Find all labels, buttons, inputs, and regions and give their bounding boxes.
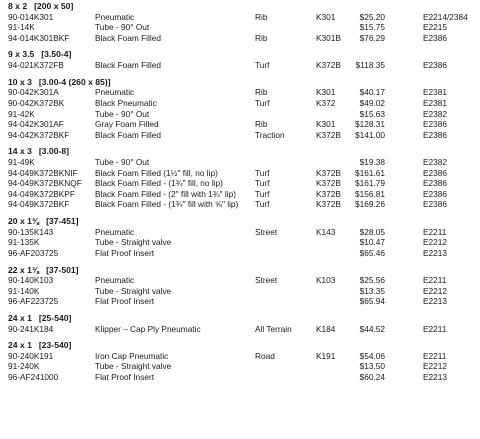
tire-size: 8 x 2 bbox=[8, 1, 28, 11]
table-row bbox=[0, 178, 480, 189]
cell-tread: Traction bbox=[255, 129, 285, 140]
cell-ref: E2386 bbox=[423, 119, 447, 130]
size-heading bbox=[0, 216, 480, 227]
tire-size: 20 x 1⅜ bbox=[8, 216, 40, 227]
tire-dimension: [23-540] bbox=[38, 340, 72, 351]
table-row bbox=[0, 199, 480, 210]
size-group bbox=[0, 146, 480, 210]
cell-part: 94-049K372BKF bbox=[8, 199, 70, 210]
tire-size: 24 x 1 bbox=[8, 340, 32, 351]
size-group bbox=[0, 49, 480, 70]
cell-part: 96-AF203725 bbox=[8, 247, 59, 258]
cell-ref: E2215 bbox=[423, 22, 447, 33]
cell-part: 90-042K372BK bbox=[8, 97, 65, 108]
cell-tread: Rib bbox=[255, 87, 268, 98]
cell-part: 91-140K bbox=[8, 285, 40, 296]
cell-ref: E2214/2384 bbox=[423, 11, 468, 22]
table-row bbox=[0, 87, 480, 98]
cell-ref: E2386 bbox=[423, 178, 447, 189]
cell-desc: Flat Proof Insert bbox=[95, 372, 155, 383]
cell-ref: E2211 bbox=[423, 350, 447, 361]
cell-desc: Flat Proof Insert bbox=[95, 247, 155, 258]
table-row bbox=[0, 157, 480, 168]
tire-dimension: [3.50-4] bbox=[41, 49, 72, 60]
cell-desc: Black Pneumatic bbox=[95, 97, 157, 108]
cell-tread: Turf bbox=[255, 167, 270, 178]
cell-desc: Gray Foam Filled bbox=[95, 119, 159, 130]
cell-ref: E2212 bbox=[423, 285, 447, 296]
tire-size: 10 x 3 bbox=[8, 76, 32, 87]
cell-ref: E2382 bbox=[423, 108, 447, 119]
cell-code: K372B bbox=[316, 199, 341, 210]
table-row bbox=[0, 361, 480, 372]
size-heading bbox=[0, 265, 480, 276]
cell-part: 90-042K301A bbox=[8, 87, 59, 98]
cell-price: $161.61 bbox=[355, 167, 385, 178]
cell-price: $156.81 bbox=[355, 188, 385, 199]
cell-price: $65.46 bbox=[359, 247, 385, 258]
cell-desc: Black Foam Filled bbox=[95, 129, 161, 140]
cell-ref: E2381 bbox=[423, 97, 447, 108]
cell-desc: Tube - Straight valve bbox=[95, 285, 172, 296]
tire-dimension: [25-540] bbox=[38, 313, 72, 323]
cell-code: K372B bbox=[316, 188, 341, 199]
cell-ref: E2386 bbox=[423, 199, 447, 210]
cell-price: $28.05 bbox=[359, 226, 385, 237]
cell-part: 90-140K103 bbox=[8, 275, 54, 286]
cell-part: 91-14K bbox=[8, 22, 35, 33]
cell-price: $10.47 bbox=[359, 237, 385, 248]
cell-price: $15.63 bbox=[359, 108, 385, 119]
cell-ref: E2212 bbox=[423, 361, 447, 372]
cell-desc: Pneumatic bbox=[95, 11, 135, 22]
cell-ref: E2212 bbox=[423, 237, 447, 248]
cell-price: $128.31 bbox=[355, 119, 385, 130]
cell-ref: E2211 bbox=[423, 275, 447, 286]
table-row bbox=[0, 351, 480, 362]
cell-code: K301 bbox=[316, 87, 336, 98]
cell-ref: E2386 bbox=[423, 167, 447, 178]
table-row bbox=[0, 119, 480, 130]
cell-price: $141.00 bbox=[355, 129, 385, 140]
cell-part: 94-042K301AF bbox=[8, 119, 64, 130]
cell-price: $25.20 bbox=[359, 11, 385, 22]
table-row bbox=[0, 227, 480, 238]
cell-desc: Tube - 90° Out bbox=[95, 22, 150, 33]
cell-desc: Black Foam Filled - (1¾" fill, no lip) bbox=[95, 178, 223, 189]
cell-part: 94-042K372BKF bbox=[8, 129, 70, 140]
table-row bbox=[0, 189, 480, 200]
cell-tread: Road bbox=[255, 350, 275, 361]
table-row bbox=[0, 275, 480, 286]
table-row bbox=[0, 296, 480, 307]
cell-desc: Flat Proof Insert bbox=[95, 296, 155, 307]
cell-price: $44.52 bbox=[359, 323, 385, 334]
cell-tread: Street bbox=[255, 275, 278, 286]
tire-dimension: [3.00-4 (260 x 85)] bbox=[38, 76, 111, 87]
cell-price: $49.02 bbox=[359, 97, 385, 108]
cell-tread: All Terrain bbox=[255, 323, 292, 334]
cell-desc: Pneumatic bbox=[95, 226, 135, 237]
cell-ref: E2211 bbox=[423, 323, 447, 334]
cell-code: K143 bbox=[316, 226, 336, 237]
cell-price: $169.26 bbox=[355, 199, 385, 210]
cell-desc: Tube - Straight valve bbox=[95, 361, 172, 372]
size-heading bbox=[0, 77, 480, 88]
cell-code: K191 bbox=[316, 350, 336, 361]
cell-part: 94-049K372BKNIF bbox=[8, 167, 78, 178]
cell-part: 90-241K184 bbox=[8, 323, 54, 334]
cell-desc: Pneumatic bbox=[95, 87, 135, 98]
table-row bbox=[0, 22, 480, 33]
cell-price: $118.35 bbox=[355, 60, 385, 71]
cell-desc: Iron Cap Pneumatic bbox=[95, 350, 169, 361]
cell-price: $54.06 bbox=[359, 350, 385, 361]
table-row bbox=[0, 98, 480, 109]
cell-desc: Black Foam Filled (1½" fill, no lip) bbox=[95, 167, 218, 178]
cell-part: 94-049K372BKNQF bbox=[8, 178, 82, 189]
cell-price: $19.38 bbox=[359, 157, 385, 167]
cell-code: K184 bbox=[316, 323, 336, 334]
tire-size: 22 x 1⅜ bbox=[8, 264, 40, 275]
cell-price: $13.50 bbox=[359, 361, 385, 372]
tire-dimension: [37-501] bbox=[46, 264, 79, 275]
cell-price: $161.79 bbox=[355, 178, 385, 189]
cell-desc: Tube - 90° Out bbox=[95, 157, 150, 167]
size-heading bbox=[0, 146, 480, 157]
cell-part: 96-AF241000 bbox=[8, 372, 59, 383]
cell-part: 96-AF223725 bbox=[8, 296, 59, 307]
size-heading bbox=[0, 1, 480, 12]
table-row bbox=[0, 237, 480, 248]
cell-part: 94-049K372BKPF bbox=[8, 188, 75, 199]
cell-code: K372B bbox=[316, 129, 341, 140]
cell-ref: E2213 bbox=[423, 296, 447, 307]
table-row bbox=[0, 109, 480, 120]
cell-desc: Pneumatic bbox=[95, 275, 135, 286]
size-group bbox=[0, 1, 480, 43]
cell-tread: Rib bbox=[255, 119, 268, 130]
cell-part: 90-135K143 bbox=[8, 226, 54, 237]
table-row bbox=[0, 168, 480, 179]
cell-ref: E2382 bbox=[423, 157, 447, 167]
cell-ref: E2386 bbox=[423, 129, 447, 140]
size-group bbox=[0, 77, 480, 141]
cell-code: K372B bbox=[316, 178, 341, 189]
cell-price: $40.17 bbox=[359, 87, 385, 98]
cell-part: 91-135K bbox=[8, 237, 40, 248]
cell-price: $13.35 bbox=[359, 285, 385, 296]
table-row bbox=[0, 372, 480, 383]
tire-size: 14 x 3 bbox=[8, 146, 32, 157]
cell-desc: Black Foam Filled bbox=[95, 32, 161, 43]
cell-price: $15.75 bbox=[359, 22, 385, 33]
cell-tread: Street bbox=[255, 226, 278, 237]
cell-part: 91-240K bbox=[8, 361, 40, 372]
cell-part: 94-021K372FB bbox=[8, 60, 64, 71]
cell-part: 91-49K bbox=[8, 157, 35, 167]
cell-code: K301 bbox=[316, 11, 336, 22]
cell-price: $76.29 bbox=[359, 32, 385, 43]
table-row bbox=[0, 130, 480, 141]
cell-ref: E2211 bbox=[423, 226, 447, 237]
cell-price: $60.24 bbox=[359, 372, 385, 383]
table-row bbox=[0, 324, 480, 335]
cell-code: K372B bbox=[316, 167, 341, 178]
size-group bbox=[0, 313, 480, 334]
table-row bbox=[0, 60, 480, 71]
table-row bbox=[0, 33, 480, 44]
cell-ref: E2386 bbox=[423, 32, 447, 43]
table-row bbox=[0, 12, 480, 23]
cell-desc: Black Foam Filled - (1¾" fill with ⅝" lip) bbox=[95, 199, 239, 210]
cell-desc: Black Foam Filled bbox=[95, 60, 161, 71]
cell-price: $25.56 bbox=[359, 275, 385, 286]
cell-tread: Turf bbox=[255, 188, 270, 199]
cell-ref: E2213 bbox=[423, 372, 447, 383]
tire-size: 24 x 1 bbox=[8, 313, 32, 323]
table-row bbox=[0, 248, 480, 259]
tire-size: 9 x 3.5 bbox=[8, 49, 35, 60]
cell-tread: Turf bbox=[255, 178, 270, 189]
size-heading bbox=[0, 340, 480, 351]
size-group bbox=[0, 265, 480, 307]
size-heading bbox=[0, 313, 480, 324]
cell-tread: Turf bbox=[255, 60, 270, 71]
cell-code: K301 bbox=[316, 119, 336, 130]
cell-part: 90-014K301 bbox=[8, 11, 54, 22]
tire-dimension: [200 x 50] bbox=[34, 1, 74, 11]
cell-tread: Turf bbox=[255, 97, 270, 108]
size-heading bbox=[0, 49, 480, 60]
cell-code: K372 bbox=[316, 97, 336, 108]
cell-price: $65.94 bbox=[359, 296, 385, 307]
cell-tread: Rib bbox=[255, 11, 268, 22]
tire-dimension: [3.00-8] bbox=[38, 146, 69, 157]
cell-code: K372B bbox=[316, 60, 341, 71]
cell-part: 91-42K bbox=[8, 108, 35, 119]
cell-part: 94-014K301BKF bbox=[8, 32, 70, 43]
cell-ref: E2381 bbox=[423, 87, 447, 98]
tire-dimension: [37-451] bbox=[46, 216, 79, 227]
size-group bbox=[0, 340, 480, 382]
cell-desc: Black Foam Filled - (2" fill with 1¾" lip) bbox=[95, 188, 236, 199]
cell-part: 90-240K191 bbox=[8, 350, 54, 361]
cell-code: K301B bbox=[316, 32, 341, 43]
cell-ref: E2386 bbox=[423, 60, 447, 71]
cell-desc: Tube - 90° Out bbox=[95, 108, 150, 119]
cell-tread: Rib bbox=[255, 32, 268, 43]
cell-ref: E2386 bbox=[423, 188, 447, 199]
cell-desc: Klipper – Cap Ply Pneumatic bbox=[95, 323, 201, 334]
table-row bbox=[0, 286, 480, 297]
cell-code: K103 bbox=[316, 275, 336, 286]
cell-ref: E2213 bbox=[423, 247, 447, 258]
size-group bbox=[0, 216, 480, 258]
cell-tread: Turf bbox=[255, 199, 270, 210]
cell-desc: Tube - Straight valve bbox=[95, 237, 172, 248]
